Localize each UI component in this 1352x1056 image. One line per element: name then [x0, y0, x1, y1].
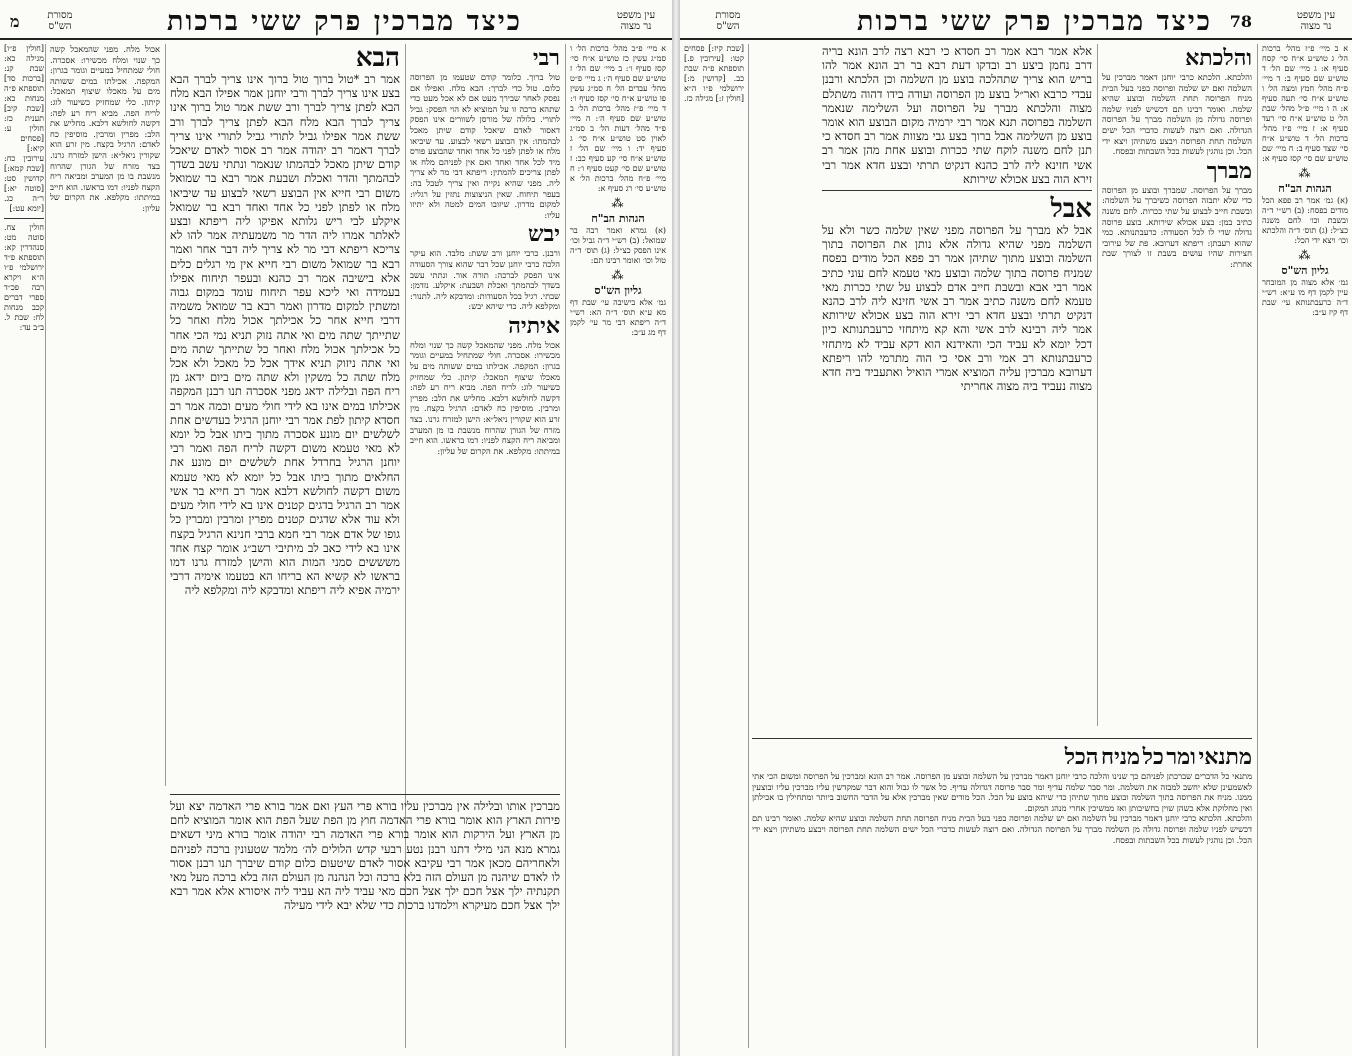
left-page-letter: מ: [10, 12, 20, 31]
right-lower-divider: [752, 738, 1252, 739]
left-main-text: [170, 44, 400, 784]
book-gutter: [672, 0, 680, 1056]
left-mesoret-text: [חולין פ״ו] מגילה כא: שבת קנ: [ברכות סד] תוספתא פ״ה מנחות כא: [שבת קיב] תענית כז: חולין ע: [פסחים קיא:] עירובין כח: [שבת קמא:] קדושין סט: [סוטה יא:] ר״ה כג. [יומא עט:]: [4, 44, 44, 213]
left-lower-divider: [170, 794, 560, 795]
left-ein-mishpat-text: א מיי׳ פ״ב מהל׳ ברכות הל׳ ו סמ״ג עשין כז טוש״ע א״ח סי׳ קסז סעיף ו׳: ב מיי׳ שם הל׳ ז טוש״ע שם סעיף ה׳: ג מיי׳ פ״ט מהל׳ עבדים הל׳ ח סמ״ג עשין פו טוש״ע א״ח סי׳ קסז סעיף ו׳: ד מיי׳ פ״ז מהל׳ ברכות הל׳ ב טוש״ע שם סעיף ה׳: ה מיי׳ פ״ד מהל׳ דעות הל׳ ב סמ״ג לאוין סט טוש״ע א״ח סי׳ ג סעיף יד: ו מיי׳ שם הל׳ ז טוש״ע א״ח סי׳ קע סעיף כב: ז טוש״ע שם סי׳ קעט סעיף ו׳: ח מיי׳ פ״ח מהל׳ ברכות הל׳ א טוש״ע סי׳ רג סעיף א:: [570, 44, 666, 193]
right-word-vemar: ומר: [1166, 744, 1196, 770]
left-hagahot-text: (א) גמרא ואמר רבה בר שמואל: (ב) רש״י ד״ה גביל וכו׳ אינו הפסק כצ״ל: (ג) תוס׳ ד״ה טול וכו׳ ואומר רבינו תם:: [570, 226, 666, 265]
left-gloss-b: אכול מלח. מפני שהמאכל קשה כך שנוי ומלח מכשירו: אסכרה. חולי שמתחיל במעיים וגומר בגרון: המקפה. אכילתו במים ששותה מים על מאכלו שיצוף המאכל: קיתון. כלי שמחזיק כשיעור לוג: לריח הפה. מביא ריח רע לפה: דקשה לחולשא דלבא. מחליש את הלב: מפרין ומרבין. מוסיפין כח לאדם: הרגיל בקצח. מין זרע הוא שקורין ניאל״א: הישן למזרח גרנו. בצד מזרח של הגורן שהרוח מנשבת בו מן המערב ומביאה ריח הקצח לפניו: דמו בראשו. הוא חייב במיתתו: מקלפא. את הקרום של עליון:: [410, 339, 560, 456]
right-mesoret-notes: [684, 44, 744, 1048]
right-word-aval: אבל: [1050, 194, 1092, 225]
right-rule-3: [748, 44, 749, 1048]
left-mesoret-lower: חולין צח. סוטה מט: סנהדרין קא: תוספתא פ״ד ירושלמי פ״ו ה״א ויקרא רבה פכ״ד ספרי דברים קכב מנחות לח: שבת ל. ב״ב עד:: [4, 223, 44, 332]
right-page-title: כיצד מברכין פרק ששי ברכות: [856, 6, 1212, 37]
right-word-kol: כל: [1142, 744, 1164, 770]
right-word-mevarech: מברך: [1206, 157, 1252, 184]
right-hagahot-title: הגהות הב"ח: [1278, 182, 1332, 195]
left-rule-4: [45, 44, 46, 1048]
right-gilyon-text: גמ׳ אלא מצוה מן המובחר עיין לקמן דף מו ע״א: רש״י ד״ה כרעבתנותא עי׳ שבת דף קיז ע״ב:: [1262, 278, 1348, 317]
left-word-rabbi: רבי: [532, 45, 560, 71]
right-gilyon-title: גליון הש"ס: [1281, 264, 1329, 277]
left-rule-3: [165, 44, 166, 786]
right-page-header: [680, 6, 1352, 40]
right-tosafot-column: [1102, 44, 1252, 728]
right-rule-2: [1097, 44, 1098, 726]
right-label-ein-mishpat: עין משפט נר מצוה: [1296, 10, 1336, 32]
left-gloss-a: טול ברוך. כלומר קודם שטעמו מן הפרוסה כלום. טול כדי לברך: הבא מלח. ואפילו אם נפסק לאחר שבירך מעט אם לא אכל מעט כדי שתהא ברכה זו על המוציא לא הוי הפסק: גביל לתורי. בלולה של מורסן לשוורים אינו הפסק דאסור לאדם שיאכל קודם שיתן מאכל לבהמתו: אין הבוצע רשאי לבצוע. עד שיביאו מלח או לפתן לפני כל אחד ואחד שהבוצע פורס מיד לכל אחד ואחד ואם אין לפניהם מלח או לפתן צריכים להמתין: ריפתא דבי מר לא צריך ליה. מפני שהיא נקייה ואין צריך לטבל בה: בעפר תיחוח. שאין הניצוצות נתזין על רגליו: למקום מדרון. שיזובו המים למטה ולא יתיזו עליו:: [410, 72, 560, 220]
right-lower-commentary-text: מתנאי כל הדברים שברכתן לפניהם כך שנינו והלכה כרבי יוחנן דאמר מברכין על השלמה ובוצע מן הפרוסה. אמר רב הונא ומברכין על הפרוסה ומשום הכי אתי לאשמעינן שלא יחשב למבזה את השלמה. ומר סבר שלמה עדיף ומר סבר פרוסה דגדולה עדיף. כל אשר לו גבול והוא דבר שמקדשין עליו מברכין עליו ובוצעין ממנו. מניח את הפרוסה בתוך השלמה ובוצע מתוך שתיהן כדי שיהא בוצע על הכל. הכל מודים שאין מברכין אלא על הדבר החשוב ביותר ומתחילין בו אכילתן ואין מחלוקת אלא כשהן שוין בחשיבותן ואז ממשיכין אחרי מנהג המקום.: [752, 771, 1252, 813]
left-page: [0, 0, 672, 1056]
left-lower-paragraph: מברכין אותו ובלילה אין מברכין עליו בורא פרי העץ ואם אמר בורא פרי האדמה יצא ועל פירות הארץ הוא אומר בורא פרי האדמה חוץ מן הפת שעל הפת הוא אומר המוציא לחם מן הארץ ועל הירקות הוא אומר בורא פרי האדמה רבי יהודה אומר בורא מיני דשאים גמרא מנא הני מילי דתנו רבנן נטע רבעי קדש הלולים לה׳ מלמד שטעונין ברכה לפניהם ולאחריהם מכאן אמר רבי עקיבא אסור לאדם שיטעום כלום קודם שיברך תנו רבנן אסור לו לאדם שיהנה מן העולם הזה בלא ברכה וכל הנהנה מן העולם הזה בלא ברכה מעל מאי תקנתיה ילך אצל חכם ילך אצל חכם מאי עביד ליה הא עביד ליה איסורא אלא אמר רבא ילך אצל חכם מעיקרא וילמדנו ברכות כדי שלא יבא לידי מעילה: [170, 799, 560, 913]
right-ein-mishpat-notes: [1262, 44, 1348, 1048]
right-word-matnai: מתנאי: [1198, 744, 1252, 770]
left-main-paragraph: אמר רב *טול ברוך טול ברוך אינו צריך לברך הבא בצע אינו צריך לברך ורבי יוחנן אמר אפילו הבא מלח הבא לפתן צריך לברך ורב ששת אמר טול ברוך אינו צריך לברך הבא מלח הבא לפתן צריך לברך ורב ששת אמר אפילו גביל לתורי גביל לתורי אינו צריך לברך דאמר רב יהודה אמר רב אסור לאדם שיאכל קודם שיתן מאכל לבהמתו שנאמר ונתתי עשב בשדך לבהמתך והדר ואכלת ושבעת אמר רבא בר שמואל משום רבי חייא אין הבוצע רשאי לבצוע עד שיביאו מלח או לפתן לפני כל אחד ואחד רבא בר שמואל איקלע לבי ריש גלותא אפיקו ליה ריפתא ובצע לאלתר אמרו ליה הדר מר משמעתיה אמר להו לא צריכא ריפתא דבי מר לא צריך ליה דבר אחר ואמר רבא בר שמואל משום רבי חייא אין מי רגלים כלים אלא בישיבה אמר רב כהנא ובעפר תיחוח אפילו בעמידה ואי ליכא עפר תיחוח עומד במקום גבוה ומשתין למקום מדרון ואמר רבא בר שמואל משמיה דרבי חייא אחר כל אכילתך אכול מלח ואחר כל שתייתך שתה מים ואי אתה נזוק תניא נמי הכי אחר כל אכילתך אכול מלח ואחר כל שתייתך שתה מים ואי אתה ניזוק תניא אידך אכל כל מאכל ולא אכל מלח שתה כל משקין ולא שתה מים ביום ידאג מן ריח הפה ובלילה ידאג מפני אסכרה תנו רבנן המקפה אכילתו במים אינו בא לידי חולי מעים וכמה אמר רב חסדא קיתון לפת אמר רבי יוחנן הרגיל בעדשים אחת לשלשים יום מונע אסכרה מתוך ביתו אבל כל יומא לא מאי טעמא משום דקשה לריח הפה ואמר רבי יוחנן הרגיל בחרדל אחת לשלשים יום מונע את החלאים מתוך ביתו אבל כל יומא לא מאי טעמא משום דקשה לחולשא דלבא אמר רב חייא בר אשי אמר רב הרגיל בדגים קטנים אינו בא לידי חולי מעים ולא עוד אלא שדגים קטנים מפרין ומרבין ומברין כל גופו של אדם אמר רבי חמא ברבי חנינא הרגיל בקצח אינו בא לידי כאב לב מיתיבי רשב״ג אומר קצח אחד משששים סמני המות הוא והישן למזרח גרנו דמו בראשו לא קשיא הא בריחו הא בטעמו אימיה דרבי ירמיה אפיא ליה ריפתא ומדבקא ליה ומקלפא ליה: [170, 72, 400, 598]
left-word-yavesh: יבש: [528, 221, 560, 248]
left-page-title: כיצד מברכין פרק ששי ברכות: [166, 6, 522, 37]
right-mesoret-text: [שבת קיז:] פסחים קטו: [עירובין פ.] תוספתא פ״ה שבת כב. [קדושין מ:] ירושלמי פ״ו ה״א [חולין ז:] מגילה כז.: [684, 44, 744, 103]
right-main-text: [822, 44, 1092, 728]
left-page-header: [0, 6, 672, 40]
right-main-divider: [822, 190, 1092, 191]
left-rashi-text: אכול מלח. מפני שהמאכל קשה כך שנוי ומלח מכשירו: אסכרה. חולי שמתחיל במעיים וגומר בגרון: המקפה. אכילתו במים ששותה מים על מאכלו שיצוף המאכל: קיתון. כלי שמחזיק כשיעור לוג: לריח הפה. מביא ריח רע לפה: דקשה לחולשא דלבא. מחליש את הלב: מפרין ומרבין. מוסיפין כח לאדם: הרגיל בקצח. מין זרע הוא שקורין ניאל״א: הישן למזרח גרנו. בצד מזרח של הגורן שהרוח מנשבת בו מן המערב ומביאה ריח הקצח לפניו: דמו בראשו. הוא חייב במיתתו: מקלפא. את הקרום של עליון:: [50, 44, 160, 213]
right-lower-commentary: [752, 734, 1252, 1050]
left-rule-1: [565, 44, 566, 1048]
left-word-haba: הבא: [355, 44, 400, 73]
left-gilyon-title: גליון הש"ס: [594, 284, 642, 297]
left-ornament-2: ⁂: [611, 268, 625, 282]
right-gloss-a: והלכתא. הלכתא כרבי יוחנן דאמר מברכין על השלמה ואם יש שלמה ופרוסה בפני בעל הבית מניח הפרוסה תחת השלמה ובוצע שהיא שלמה. ואומר רבינו תם דכשיש לפניו שלמה ופרוסה גדולה מן השלמה מברך על הפרוסה הגדולה. ואם רוצה לעשות כדברי הכל ישים השלמה תחת הפרוסה ויבצע משתיהן ויצא ידי הכל. וכן נוהגין לעשות בכל השבתות ובפסח.: [1102, 72, 1252, 157]
right-main-paragraph: אלא אמר רבא אמר רב חסדא כי רבא רצה לרב הונא בריה דרב נחמן ביצע רב ובדקו דעת רבא בר רב הונא אמר להו בריש הוא צריך שתהלכה בוצע מן השלמה וכן הלכתא ורבנן עבדי כרבא ואר״ל בוצע מן הפרוסה ועודה בידו דהוה משתלם מצוה והלכתא מברך על הפרוסה ועל השלימה שנאמר השלמה בפרוסה תנא אמר רבי ירמיה מקום הבוצע הוא אומר בוצע מן השלימה אבל ברוך בצע גבי מצוות אמר רב חסדא כי תנן לחם משנה לוקח שתי ככרות ובוצע אחת מהן אמר רב אשי חזינא ליה לרב כהנא דנקיט תרתי ובצע חדא אמר רבי זירא הוה בצע אכולא שירותא: [822, 44, 1092, 186]
right-ornament: ⁂: [1298, 166, 1312, 180]
right-rule-1: [1257, 44, 1258, 1048]
left-mesoret-divider: [4, 218, 44, 219]
left-ein-mishpat-notes: [570, 44, 666, 1044]
left-gloss-c: ורבנן. כרבי יוחנן ורב ששת: מלבד. הוא עיקר הלכה כרבי יוחנן שכל דבר שהוא צורך הסעודה אינו הפסק לברכה: תורה אור. ונתתי עשב בשדך לבהמתך ואכלת ושבעת: איקלע. נזדמן: שבתי. רגיל בכל הסעודות: ומדבקא ליה. לתנור: ומקלפא ליה. כדי שיהא יבש:: [410, 248, 560, 312]
right-page-number: 78: [1229, 12, 1252, 31]
right-label-mesoret: מסורת הש"ס: [715, 10, 741, 32]
right-gloss-b: מברך על הפרוסה. שמברך ובוצע מן הפרוסה כדי שלא יתבזה הפרוסה כשיברך על השלמה: ובשבת חייב לבצוע על שתי ככרות. לחם משנה כתיב במן: בצע אכולא שירותא. בוצע פרוסה גדולה שדי לו לכל הסעודה: כרעבתנותא. כמי שהוא רעבתן: ריפתא דערובא. פת של עירובי חצירות שהיו עושים בשבת זו לצורך שבת אחרת:: [1102, 184, 1252, 269]
left-rashi-column: [50, 44, 160, 784]
left-word-itei: איתיה: [508, 312, 560, 339]
right-ornament-2: ⁂: [1298, 248, 1312, 262]
right-lower-paragraph: אבל לא מברך על הפרוסה מפני שאין שלמה כשר ולא על השלמה מפני שהיא גדולה אלא נותן את הפרוסה בתוך השלמה ובוצע מתוך שתיהן אמר רב פפא הכל מודים בפסח שמניח פרוסה בתוך שלמה ובוצע מאי טעמא לחם עוני כתיב אמר רבי אבא ובשבת חייב אדם לבצוע על שתי ככרות מאי טעמא לחם משנה כתיב אמר רב אשי חזינא ליה לרב כהנא דנקיט תרתי ובצע חדא רבי זירא הוה בצע אכולא שירותא אמר ליה רבינא לרב אשי והא קא מיתחזי כרעבתנותא כיון דכל יומא לא עביד הכי והאידנא הוא דקא עביד לא מיתחזי כרעבתנותא רב אמי ורב אסי כי הוה מתרמי להו ריפתא דערובא מברכין עליה המוציא אמרי הואיל ואתעביד ביה חדא מצוה נעביד ביה מצוה אחריתי: [822, 223, 1092, 394]
left-label-mesoret: מסורת הש"ס: [47, 10, 73, 32]
left-gilyon-text: גמ׳ אלא בישיבה עי׳ שבת דף מא ע״א תוס׳ ד״ה הא: רש״י ד״ה ריפתא דבי מר עי׳ לקמן דף מג ע״ב:: [570, 298, 666, 337]
right-word-menich: מניח: [1101, 744, 1141, 770]
right-page: [680, 0, 1352, 1056]
left-lower-text: [170, 790, 560, 1052]
left-ornament: ⁂: [611, 196, 625, 210]
right-hagahot-text: (א) גמ׳ אמר רב פפא הכל מודים בפסח: (ב) רש״י ד״ה ובשבת וכו׳ לחם משנה כצ״ל: (ג) תוס׳ ד״ה והלכתא וכו׳ ויצא ידי הכל:: [1262, 196, 1348, 245]
left-label-ein-mishpat: עין משפט נר מצוה: [616, 10, 656, 32]
left-mesoret-notes: [4, 44, 44, 1048]
right-lower-commentary-cont: והלכתא. הלכתא כרבי יוחנן דאמר מברכין על השלמה ואם יש שלמה ופרוסה בפני בעל הבית מניח הפרוסה תחת השלמה ובוצע שהיא שלמה. ואומר רבינו תם דכשיש לפניו שלמה ופרוסה גדולה מן השלמה מברך על הפרוסה הגדולה. ואם רוצה לעשות כדברי הכל ישים השלמה תחת הפרוסה ויבצע משתיהן ויצא ידי הכל. וכן נוהגין לעשות בכל השבתות ובפסח.: [752, 813, 1252, 845]
right-ein-mishpat-text: א ב מיי׳ פ״ז מהל׳ ברכות הל׳ ג טוש״ע א״ח סי׳ קסח סעיף א: ג מיי׳ שם הל׳ ד טוש״ע שם סעיף ב: ד מיי׳ פ״ח מהל׳ חמץ ומצה הל׳ ו טוש״ע א״ח סי׳ תעה סעיף א: ה ו מיי׳ פ״ל מהל׳ שבת הל׳ ט טוש״ע א״ח סי׳ רעד סעיף א: ז מיי׳ פ״ז מהל׳ ברכות הל׳ ד טוש״ע א״ח סי׳ שצד סעיף ב: ח מיי׳ שם טוש״ע שם סי׳ קסז סעיף א:: [1262, 44, 1348, 163]
right-word-hakol: הכל: [1064, 744, 1099, 770]
right-word-vehilcheta: והלכתא: [1185, 45, 1252, 71]
left-hagahot-title: הגהות הב"ח: [591, 212, 645, 225]
